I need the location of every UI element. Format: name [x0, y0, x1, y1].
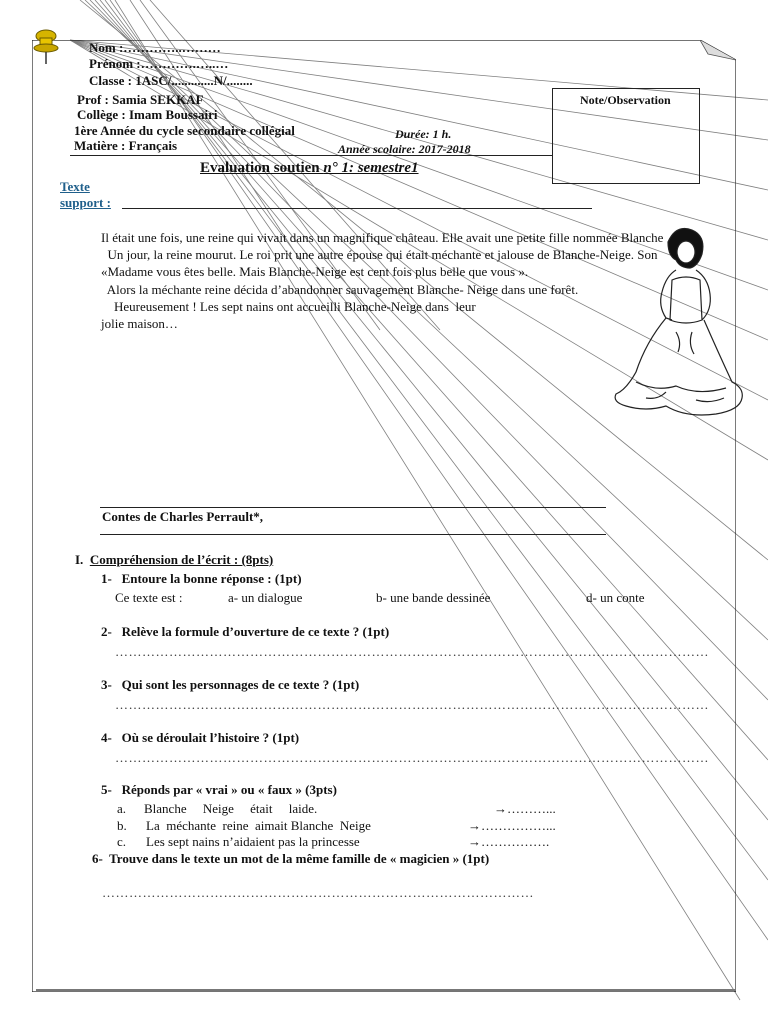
q1-lead: Ce texte est :	[115, 590, 183, 605]
q2-answer-line[interactable]: ……………………………………………………………………………………………………………………	[115, 644, 709, 659]
classe-field: Classe : 1ASC/.............N/........	[89, 73, 253, 88]
texte-support-heading	[60, 179, 111, 211]
story-text	[101, 229, 663, 332]
question-5: 5- Réponds par « vrai » ou « faux » (3pts)	[101, 782, 337, 797]
story-line: Il était une fois, une reine qui vivait dans un magnifique château. Elle avait une petite fille nommée Blanche	[101, 230, 664, 245]
question-4: 4- Où se déroulait l’histoire ? (1pt)	[101, 730, 300, 745]
nom-field: Nom :…………..………	[89, 40, 221, 55]
q5-item-b-letter: b.	[117, 818, 127, 833]
texte-support-line1: Texte	[60, 179, 90, 194]
story-line: «Madame vous êtes belle. Mais Blanche-Neige est cent fois plus belle que vous ».	[101, 264, 529, 280]
source-bottom-rule	[100, 534, 606, 535]
duration: Durée: 1 h.	[395, 127, 452, 141]
prenom-field: Prénom :………….…..…	[89, 56, 229, 71]
question-1: 1- Entoure la bonne réponse : (1pt)	[101, 571, 302, 586]
q5-item-a-answer[interactable]: →………...	[494, 801, 556, 816]
evaluation-title	[200, 160, 419, 177]
support-underline	[122, 208, 592, 209]
q1-option-a[interactable]: a- un dialogue	[228, 590, 303, 605]
pushpin-icon	[28, 26, 64, 66]
header-divider	[70, 155, 552, 156]
story-line: Un jour, la reine mourut. Le roi prit une autre épouse qui était méchante et jalouse de Blanche-Neige. Son	[101, 247, 658, 263]
q1-option-d[interactable]: d- un conte	[586, 590, 645, 605]
evaluation-title-sub: n° 1: semestre1	[323, 160, 419, 176]
story-line: jolie maison…	[101, 316, 178, 332]
note-observation-label: Note/Observation	[580, 93, 671, 107]
source-credit: Contes de Charles Perrault*,	[102, 509, 264, 524]
q6-answer-line[interactable]: ……………………………………………………………………………………	[102, 885, 534, 900]
snow-white-illustration	[606, 222, 746, 430]
cycle-year: 1ère Année du cycle secondaire collégial	[74, 123, 295, 138]
section-title: Compréhension de l’écrit : (8pts)	[89, 552, 274, 567]
college-name: Collège : Imam Boussairi	[77, 107, 218, 122]
q5-item-b-text: La méchante reine aimait Blanche Neige	[146, 818, 371, 833]
q5-item-c-letter: c.	[117, 834, 127, 849]
q3-answer-line[interactable]: ……………………………………………………………………………………………………………………	[115, 697, 709, 712]
q5-item-a-text: Blanche Neige était laide.	[144, 801, 318, 816]
q1-option-b[interactable]: b- une bande dessinée	[376, 590, 491, 605]
q4-answer-line[interactable]: ……………………………………………………………………………………………………………………	[115, 750, 709, 765]
q5-item-c-answer[interactable]: →…………….	[468, 834, 550, 849]
section-heading	[75, 552, 273, 568]
texte-support-line2: support :	[60, 195, 111, 210]
subject: Matière : Français	[74, 138, 177, 153]
section-number: I.	[75, 552, 84, 567]
evaluation-title-main: Evaluation soutien	[200, 160, 324, 176]
question-6: 6- Trouve dans le texte un mot de la même famille de « magicien » (1pt)	[92, 851, 490, 866]
question-3: 3- Qui sont les personnages de ce texte ? (1pt)	[101, 677, 360, 692]
school-year: Année scolaire: 2017-2018	[338, 142, 471, 156]
question-2: 2- Relève la formule d’ouverture de ce texte ? (1pt)	[101, 624, 390, 639]
q5-item-b-answer[interactable]: →……………...	[468, 818, 556, 833]
q5-item-c-text: Les sept nains n’aidaient pas la princesse	[146, 834, 360, 849]
story-line: Alors la méchante reine décida d’abandonner sauvagement Blanche- Neige dans une forêt.	[101, 281, 579, 297]
prof-name: Prof : Samia SEKKAF	[77, 92, 204, 107]
q5-item-a-letter: a.	[117, 801, 127, 816]
story-line: Heureusement ! Les sept nains ont accueilli Blanche-Neige dans leur	[101, 298, 476, 314]
source-top-rule	[100, 507, 606, 508]
